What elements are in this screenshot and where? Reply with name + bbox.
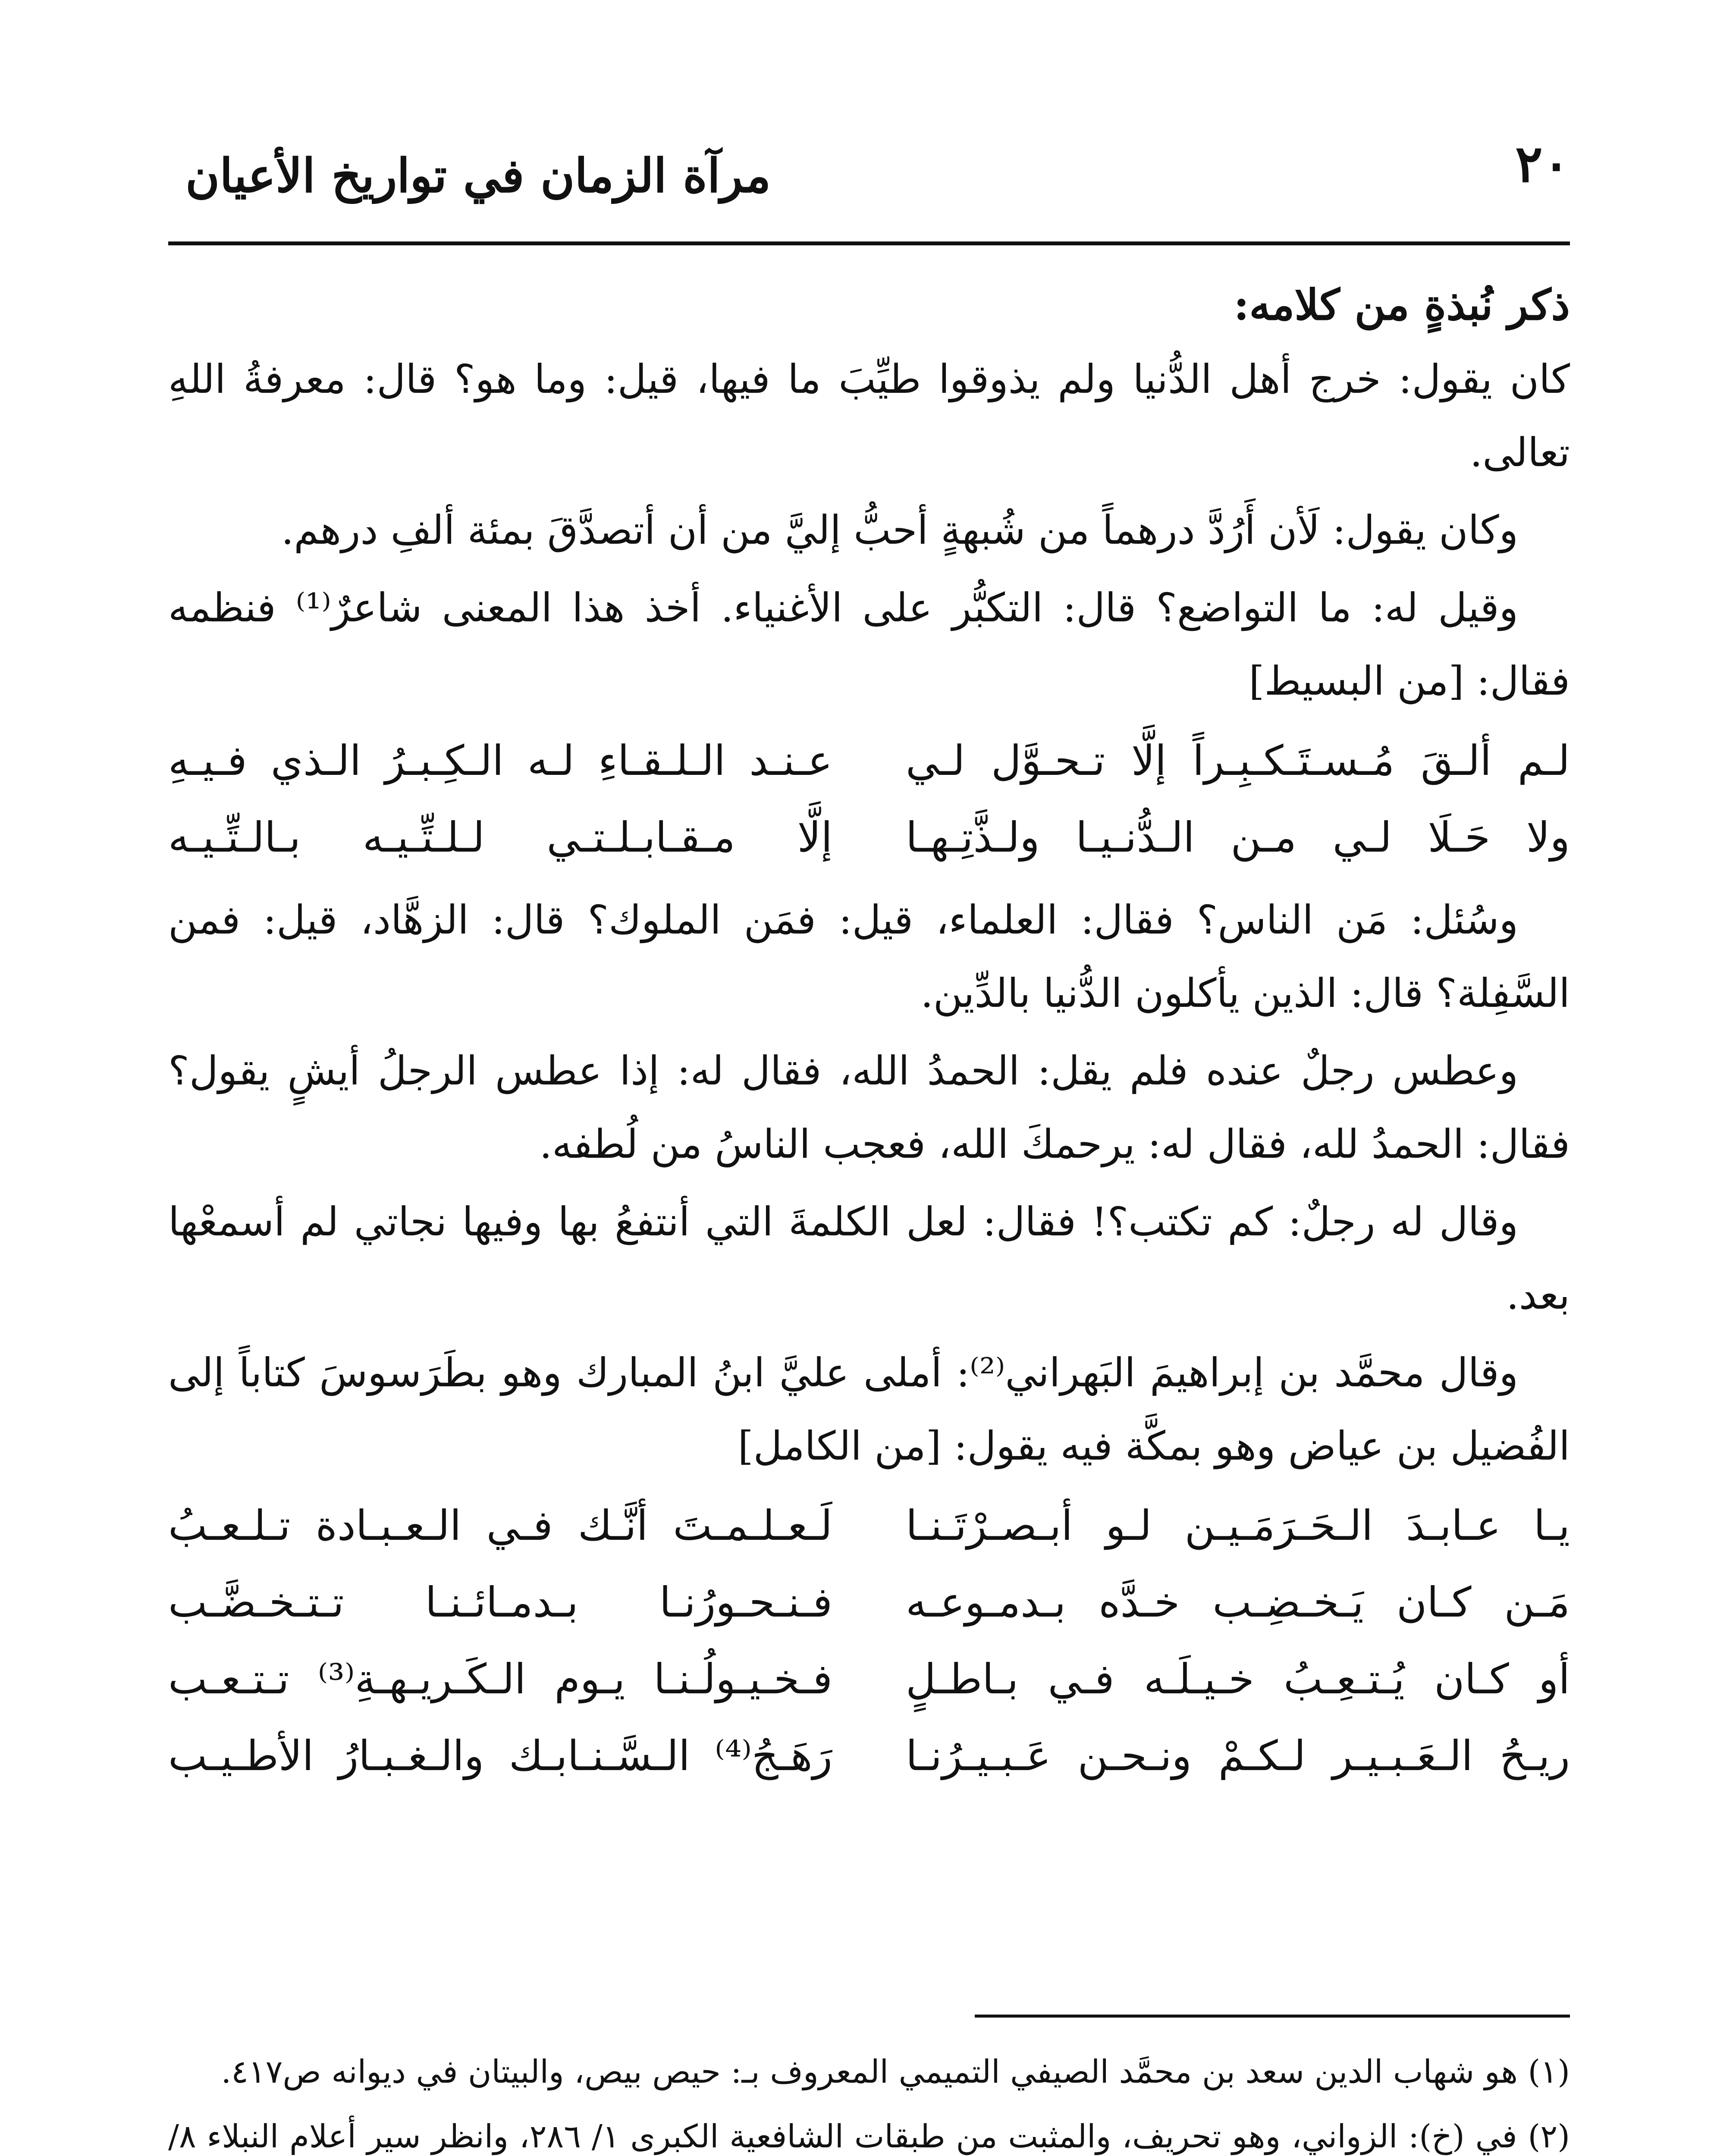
verse-second-hemistich: عـنـد الـلـقـاءِ لـه الـكِـبـرُ الـذي فـيـهِ <box>168 736 832 785</box>
footnote-2: (٢) في (خ): الزواني، وهو تحريف، والمثبت من طبقات الشافعية الكبرى ١/ ٢٨٦، وانظر سير أعلام النبلاء ٨/ <box>168 2118 1570 2155</box>
poem-kamil <box>168 1489 1570 1796</box>
verse-second-hemistich: إلَّا مـقـابـلـتـي لـلـتِّـيـه بـالـتِّـيـه <box>168 813 832 862</box>
verse-second-hemistich: رَهَـجُ⁽⁴⁾ الـسَّـنـابـك والـغـبـارُ الأطـيـب <box>168 1732 832 1780</box>
footnote-1: (١) هو شهاب الدين سعد بن محمَّد الصيفي التميمي المعروف بـ: حيص بيص، والبيتان في ديوانه ص٤١٧. <box>221 2053 1570 2090</box>
verse-line <box>168 1566 1570 1642</box>
verse-first-hemistich: ولا حَـلَا لـي مـن الـدُّنـيـا ولـذَّتِـهـا <box>906 813 1570 862</box>
verse-first-hemistich: مَـن كـان يَـخـضِـب خـدَّه بـدمـوعـه <box>906 1578 1570 1626</box>
running-title: مرآة الزمان في تواريخ الأعيان <box>185 149 771 203</box>
verse-first-hemistich: أو كـان يُـتـعِـبُ خـيـلَـه فـي بـاطـلٍ <box>906 1655 1570 1703</box>
footnote-separator <box>975 2015 1570 2018</box>
main-text <box>168 267 1570 1802</box>
verse-second-hemistich: فـنـحـورُنـا بـدمـائـنـا تـتـخـضَّـب <box>168 1578 832 1626</box>
paragraph-7: وقال محمَّد بن إبراهيمَ البَهراني⁽²⁾: أملى عليَّ ابنُ المبارك وهو بطَرَسوسَ كتاباً إلى الفُضيل بن عياض وهو بمكَّة فيه يقول: [من الكامل] <box>168 1350 1570 1469</box>
paragraph-2: وكان يقول: لَأن أَرُدَّ درهماً من شُبهةٍ أحبُّ إليَّ من أن أتصدَّقَ بمئة ألفِ درهم. <box>281 507 1518 553</box>
poem-basit <box>168 724 1570 877</box>
verse-line <box>168 1719 1570 1796</box>
page-header <box>168 125 1570 229</box>
verse-second-hemistich: لَـعـلـمـتَ أنَّـك فـي الـعـبـادة تـلـعـبُ <box>168 1501 832 1550</box>
verse-line <box>168 1642 1570 1719</box>
verse-first-hemistich: يـا عـابـدَ الـحَـرَمَـيـن لـو أبـصـرْتَـنـا <box>906 1501 1570 1550</box>
section-heading: ذكر نُبذةٍ من كلامه: <box>1234 280 1570 330</box>
paragraph-6: وقال له رجلٌ: كم تكتب؟! فقال: لعل الكلمةَ التي أنتفعُ بها وفيها نجاتي لم أسمعْها بعد. <box>168 1199 1570 1318</box>
verse-line <box>168 724 1570 801</box>
footnotes <box>168 2044 1570 2156</box>
verse-line <box>168 801 1570 877</box>
paragraph-4: وسُئل: مَن الناس؟ فقال: العلماء، قيل: فمَن الملوك؟ قال: الزهَّاد، قيل: فمن السَّفِلة؟ قال: الذين يأكلون الدُّنيا بالدِّين. <box>168 897 1570 1016</box>
header-rule <box>168 241 1570 245</box>
verse-second-hemistich: فـخـيـولُـنـا يـوم الـكَـريـهـةِ⁽³⁾ تـتـعـب <box>168 1655 832 1703</box>
paragraph-5: وعطس رجلٌ عنده فلم يقل: الحمدُ الله، فقال له: إذا عطس الرجلُ أيشٍ يقول؟ فقال: الحمدُ لله، فقال له: يرحمكَ الله، فعجب الناسُ من لُطفه. <box>168 1048 1570 1167</box>
paragraph-3: وقيل له: ما التواضع؟ قال: التكبُّر على الأغنياء. أخذ هذا المعنى شاعرٌ⁽¹⁾ فنظمه فقال: [من البسيط] <box>168 585 1570 704</box>
verse-first-hemistich: ريـحُ الـعَـبـيـر لـكـمْ ونـحـن عَـبـيـرُنـا <box>906 1732 1570 1780</box>
paragraph-1: كان يقول: خرج أهل الدُّنيا ولم يذوقوا طيِّبَ ما فيها، قيل: وما هو؟ قال: معرفةُ اللهِ تعالى. <box>168 356 1570 476</box>
verse-first-hemistich: لـم ألـقَ مُـسـتَـكـبِـراً إلَّا تـحـوَّل لـي <box>906 736 1570 785</box>
page-number: ٢٠ <box>1515 134 1570 194</box>
verse-line <box>168 1489 1570 1566</box>
